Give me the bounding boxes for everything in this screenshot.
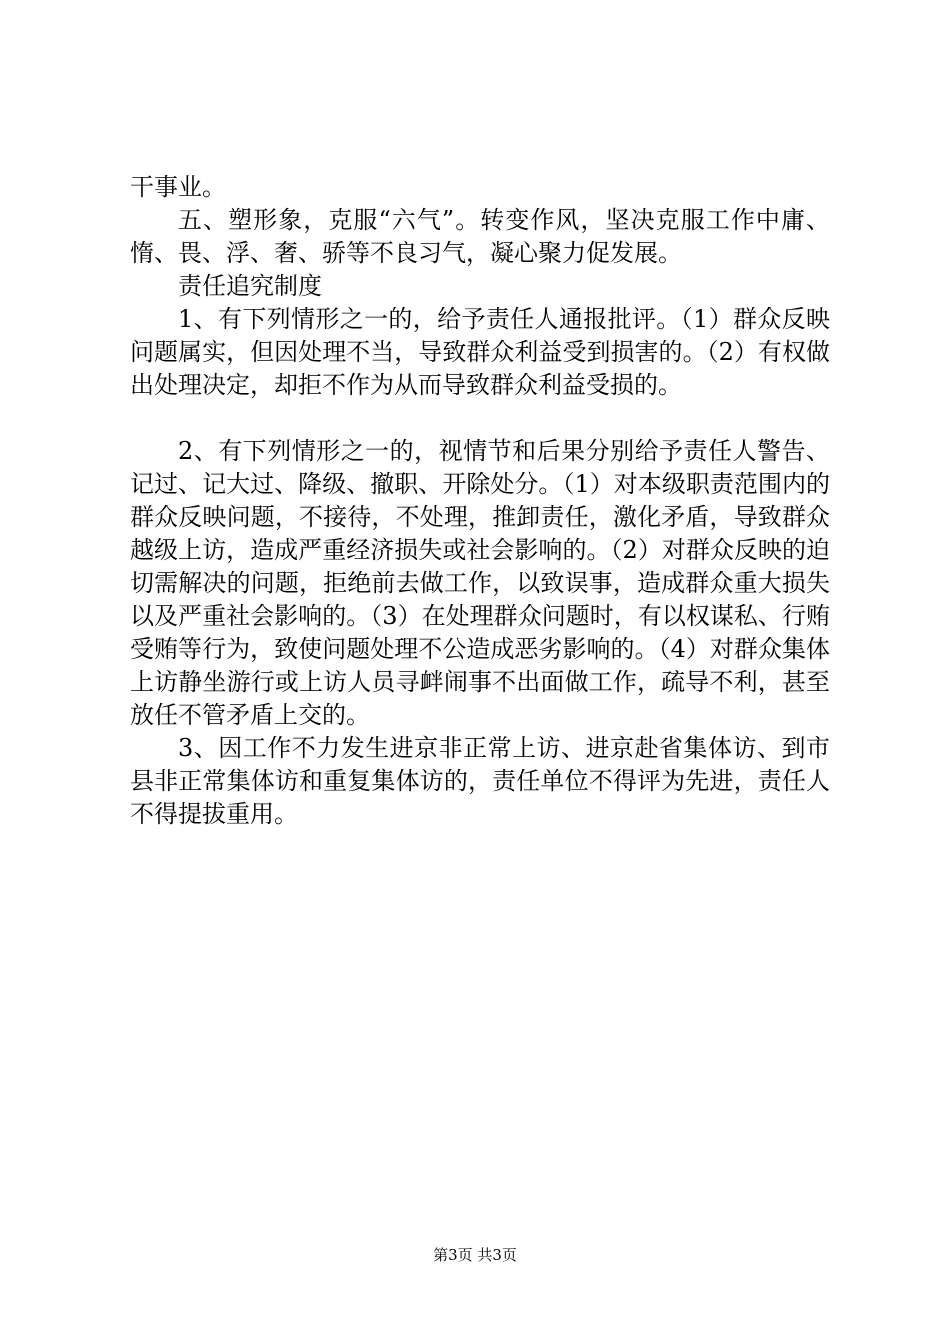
paragraph-continuation: 干事业。 [130,173,226,201]
page-footer: 第3页 共3页 [433,1246,517,1264]
paragraph-item-2: 2、有下列情形之一的，视情节和后果分别给予责任人警告、记过、记大过、降级、撤职、开除处分。（1）对本级职责范围内的群众反映问题，不接待，不处理，推卸责任，激化矛盾，导致群众越级上访，造成严重经济损失或社会影响的。（2）对群众反映的迫切需解决的问题，拒绝前去做工作，以致误事，造成群众重大损失以及严重社会影响的。（3）在处理群众问题时，有以权谋私、行贿受贿等行为，致使问题处理不公造成恶劣影响的。（4）对群众集体上访静坐游行或上访人员寻衅闹事不出面做工作，疏导不利，甚至放任不管矛盾上交的。 [130,437,830,729]
paragraph-item-3: 3、因工作不力发生进京非正常上访、进京赴省集体访、到市县非正常集体访和重复集体访的，责任单位不得评为先进，责任人不得提拔重用。 [130,734,830,828]
paragraph-item-1: 1、有下列情形之一的，给予责任人通报批评。（1）群众反映问题属实，但因处理不当，导致群众利益受到损害的。（2）有权做出处理决定，却拒不作为从而导致群众利益受损的。 [130,305,830,399]
document-body [130,171,830,831]
paragraph-spacer [130,402,830,435]
paragraph-section-five: 五、塑形象，克服“六气”。转变作风，坚决克服工作中庸、惰、畏、浮、奢、骄等不良习气，凝心聚力促发展。 [130,206,830,267]
section-heading: 责任追究制度 [178,272,322,300]
